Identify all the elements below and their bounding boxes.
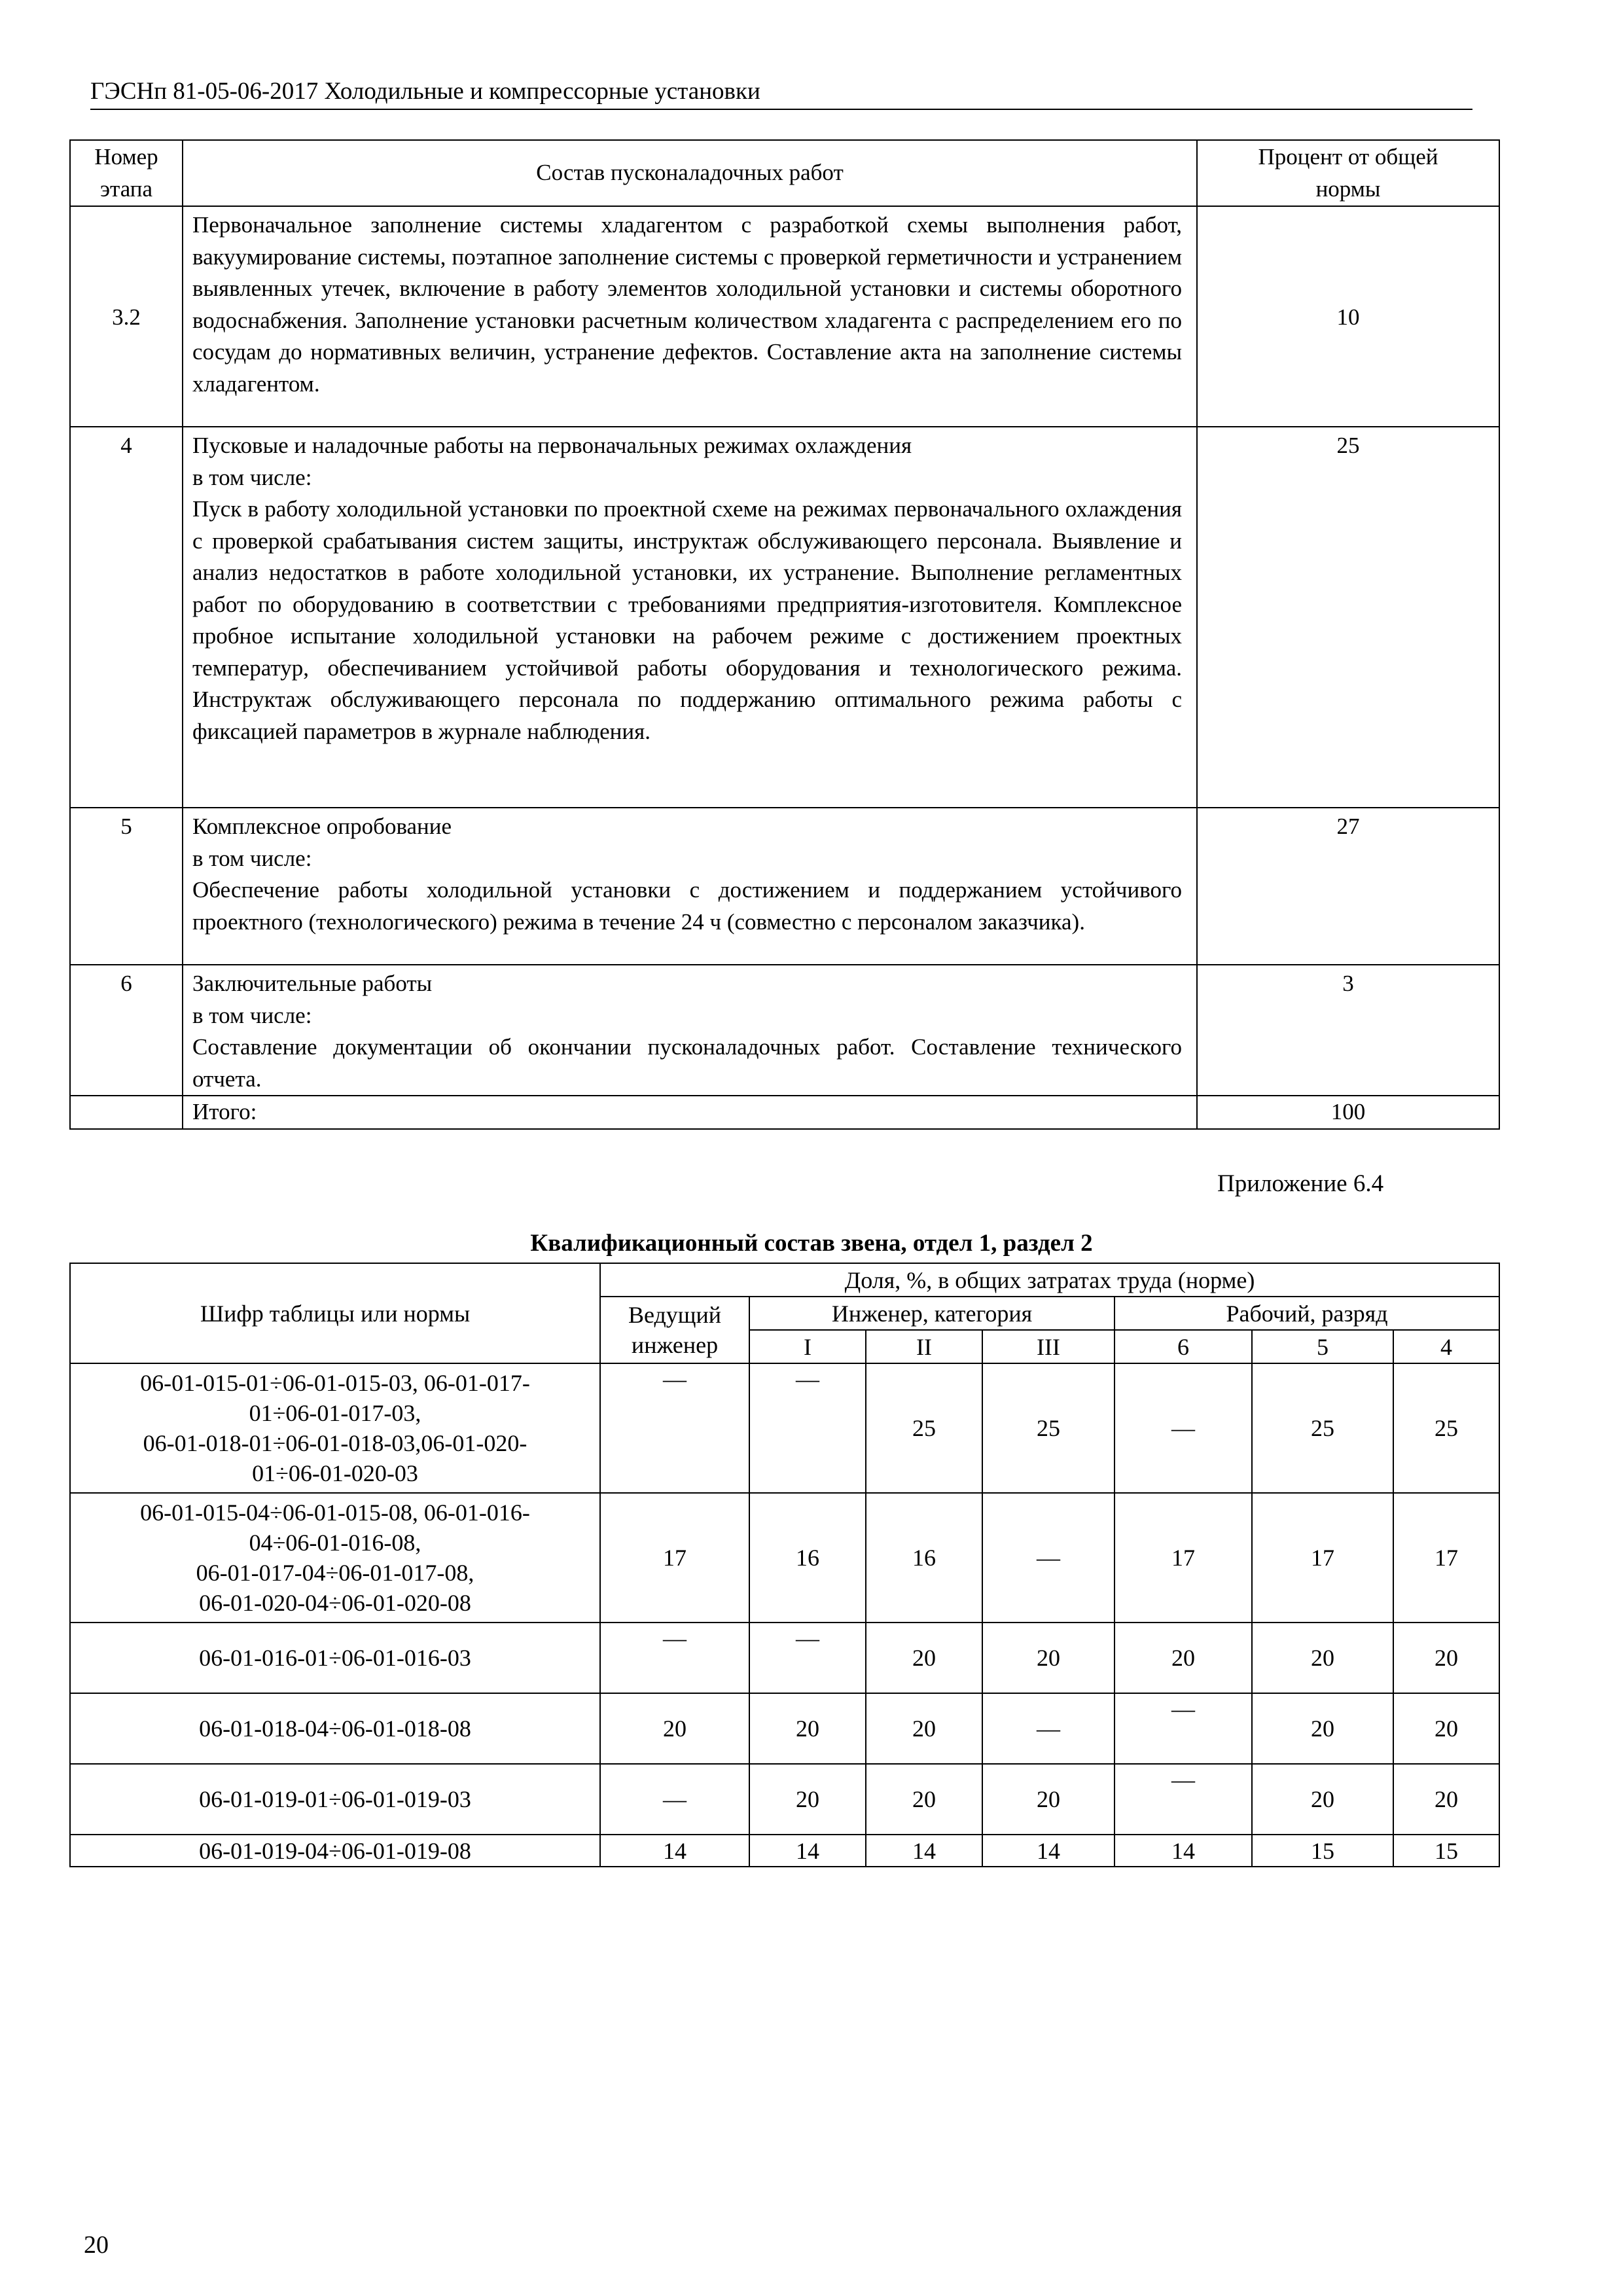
worker-grade-5: 5 [1252, 1330, 1393, 1363]
col-header-lead-engineer [600, 1297, 749, 1363]
norm-code-line: 06-01-019-04÷06-01-019-08 [199, 1837, 471, 1864]
share-worker-4: 25 [1393, 1363, 1499, 1493]
col-header-percent [1197, 140, 1499, 206]
norm-code [70, 1623, 600, 1693]
share-lead-engineer: — [600, 1363, 749, 1493]
norm-code-line: 06-01-016-01÷06-01-016-03 [199, 1645, 471, 1671]
share-engineer-1: 16 [749, 1493, 866, 1623]
share-engineer-3: — [982, 1493, 1115, 1623]
qual-row [70, 1764, 1499, 1835]
stages-table-header-row [70, 140, 1499, 206]
total-value: 100 [1197, 1096, 1499, 1129]
share-engineer-1: 20 [749, 1693, 866, 1764]
qual-row [70, 1835, 1499, 1867]
total-label: Итого: [183, 1096, 1197, 1129]
stage-number: 4 [70, 427, 183, 808]
col-header-percent-line2: нормы [1315, 175, 1381, 202]
share-lead-engineer: — [600, 1764, 749, 1835]
qual-header-row-1 [70, 1263, 1499, 1297]
col-header-code: Шифр таблицы или нормы [70, 1263, 600, 1363]
share-lead-engineer: — [600, 1623, 749, 1693]
share-lead-engineer: 14 [600, 1835, 749, 1867]
share-engineer-3: 20 [982, 1764, 1115, 1835]
col-header-worker-grade: Рабочий, разряд [1115, 1297, 1499, 1330]
norm-code-line: 06-01-020-04÷06-01-020-08 [199, 1590, 471, 1616]
norm-code-line: 06-01-019-01÷06-01-019-03 [199, 1786, 471, 1812]
stage-number: 5 [70, 808, 183, 965]
share-worker-4: 20 [1393, 1623, 1499, 1693]
stages-total-row [70, 1096, 1499, 1129]
norm-code [70, 1493, 600, 1623]
worker-grade-4: 4 [1393, 1330, 1499, 1363]
share-engineer-2: 16 [866, 1493, 982, 1623]
share-lead-engineer: 17 [600, 1493, 749, 1623]
share-engineer-1: — [749, 1363, 866, 1493]
share-engineer-2: 20 [866, 1693, 982, 1764]
qual-row [70, 1623, 1499, 1693]
share-engineer-1: 14 [749, 1835, 866, 1867]
share-worker-4: 15 [1393, 1835, 1499, 1867]
stage-row [70, 206, 1499, 427]
norm-code-line: 01÷06-01-020-03 [252, 1460, 418, 1486]
stage-description-cell [183, 808, 1197, 965]
stage-row [70, 808, 1499, 965]
qualification-table [69, 1263, 1500, 1867]
share-worker-6: 14 [1115, 1835, 1252, 1867]
share-worker-6: — [1115, 1764, 1252, 1835]
norm-code-line: 06-01-017-04÷06-01-017-08, [196, 1560, 474, 1586]
col-header-stage-number-line1: Номер [94, 144, 158, 170]
total-empty-cell [70, 1096, 183, 1129]
stage-description: Пуск в работу холодильной установки по проектной схеме на режимах первоначального охлаждения с проверкой срабатывания систем защиты, инструктаж обслуживающего персонала. Выявление и анализ недостатков в работе холодильной установки, их устранение. Выполнение регламентных работ по оборудованию в соответствии с требованиями предприятия-изготовителя. Комплексное пробное испытание холодильной установки на рабочем режиме с достижением проектных температур, обеспечиванием устойчивой работы оборудования и технологического режима. Инструктаж обслуживающего персонала по поддержанию оптимального режима работы с фиксацией параметров в журнале наблюдения. [192, 496, 1182, 744]
stage-subtitle: в том числе: [192, 464, 312, 490]
norm-code [70, 1835, 600, 1867]
stage-description-cell [183, 965, 1197, 1096]
lead-engineer-line2: инженер [631, 1332, 719, 1358]
engineer-category-1: I [749, 1330, 866, 1363]
share-worker-6: — [1115, 1693, 1252, 1764]
page-header-title: ГЭСНп 81-05-06-2017 Холодильные и компрессорные установки [90, 78, 760, 105]
norm-code-line: 06-01-018-04÷06-01-018-08 [199, 1715, 471, 1742]
stage-description-cell [183, 427, 1197, 808]
qual-row [70, 1493, 1499, 1623]
norm-code-line: 06-01-015-01÷06-01-015-03, 06-01-017- [140, 1370, 530, 1396]
qual-row [70, 1693, 1499, 1764]
col-header-works-composition: Состав пусконаладочных работ [183, 140, 1197, 206]
norm-code-line: 06-01-015-04÷06-01-015-08, 06-01-016- [140, 1499, 530, 1526]
stage-description: Первоначальное заполнение системы хладагентом с разработкой схемы выполнения работ, вакуумирование системы, поэтапное заполнение системы с проверкой герметичности и устранением выявленных утечек, включение в работу элементов холодильной установки и системы оборотного водоснабжения. Заполнение установки расчетным количеством хладагента с распределением его по сосудам до нормативных величин, устранение дефектов. Составление акта на заполнение системы хладагентом. [183, 206, 1197, 427]
share-worker-6: — [1115, 1363, 1252, 1493]
stage-description: Составление документации об окончании пусконаладочных работ. Составление технического отчета. [192, 1034, 1182, 1092]
share-engineer-3: 14 [982, 1835, 1115, 1867]
qual-row [70, 1363, 1499, 1493]
stage-row [70, 965, 1499, 1096]
share-engineer-1: — [749, 1623, 866, 1693]
share-worker-4: 17 [1393, 1493, 1499, 1623]
stage-row [70, 427, 1499, 808]
share-worker-5: 25 [1252, 1363, 1393, 1493]
col-header-stage-number [70, 140, 183, 206]
stage-description: Обеспечение работы холодильной установки с достижением и поддержанием устойчивого проектного (технологического) режима в течение 24 ч (совместно с персоналом заказчика). [192, 877, 1182, 935]
norm-code [70, 1693, 600, 1764]
stage-number: 3.2 [70, 206, 183, 427]
stage-percent: 3 [1197, 965, 1499, 1096]
appendix-label: Приложение 6.4 [1217, 1170, 1384, 1197]
col-header-engineer-category: Инженер, категория [749, 1297, 1115, 1330]
col-header-stage-number-line2: этапа [99, 175, 153, 202]
lead-engineer-line1: Ведущий [628, 1302, 722, 1328]
stage-percent: 27 [1197, 808, 1499, 965]
stage-percent: 25 [1197, 427, 1499, 808]
share-worker-4: 20 [1393, 1764, 1499, 1835]
engineer-category-2: II [866, 1330, 982, 1363]
norm-code-line: 01÷06-01-017-03, [249, 1400, 421, 1426]
share-engineer-3: 20 [982, 1623, 1115, 1693]
share-worker-5: 17 [1252, 1493, 1393, 1623]
share-worker-5: 20 [1252, 1693, 1393, 1764]
col-header-share: Доля, %, в общих затратах труда (норме) [600, 1263, 1499, 1297]
page-number: 20 [84, 2231, 109, 2259]
share-engineer-2: 20 [866, 1764, 982, 1835]
share-worker-6: 17 [1115, 1493, 1252, 1623]
stage-number: 6 [70, 965, 183, 1096]
stage-subtitle: в том числе: [192, 845, 312, 871]
stage-title: Пусковые и наладочные работы на первоначальных режимах охлаждения [192, 433, 912, 458]
col-header-percent-line1: Процент от общей [1258, 144, 1438, 170]
share-worker-4: 20 [1393, 1693, 1499, 1764]
stage-title: Заключительные работы [192, 971, 433, 996]
share-engineer-2: 20 [866, 1623, 982, 1693]
engineer-category-3: III [982, 1330, 1115, 1363]
stage-subtitle: в том числе: [192, 1002, 312, 1028]
worker-grade-6: 6 [1115, 1330, 1252, 1363]
norm-code-line: 04÷06-01-016-08, [249, 1530, 421, 1556]
share-worker-5: 15 [1252, 1835, 1393, 1867]
share-lead-engineer: 20 [600, 1693, 749, 1764]
norm-code [70, 1363, 600, 1493]
share-worker-5: 20 [1252, 1764, 1393, 1835]
stages-table [69, 139, 1500, 1130]
qualification-table-title: Квалификационный состав звена, отдел 1, раздел 2 [530, 1230, 1093, 1257]
share-engineer-1: 20 [749, 1764, 866, 1835]
share-engineer-3: 25 [982, 1363, 1115, 1493]
share-engineer-2: 14 [866, 1835, 982, 1867]
stage-percent: 10 [1197, 206, 1499, 427]
share-engineer-2: 25 [866, 1363, 982, 1493]
norm-code [70, 1764, 600, 1835]
norm-code-line: 06-01-018-01÷06-01-018-03,06-01-020- [143, 1430, 527, 1456]
share-worker-6: 20 [1115, 1623, 1252, 1693]
header-rule [90, 109, 1472, 110]
share-engineer-3: — [982, 1693, 1115, 1764]
share-worker-5: 20 [1252, 1623, 1393, 1693]
stage-title: Комплексное опробование [192, 814, 452, 839]
